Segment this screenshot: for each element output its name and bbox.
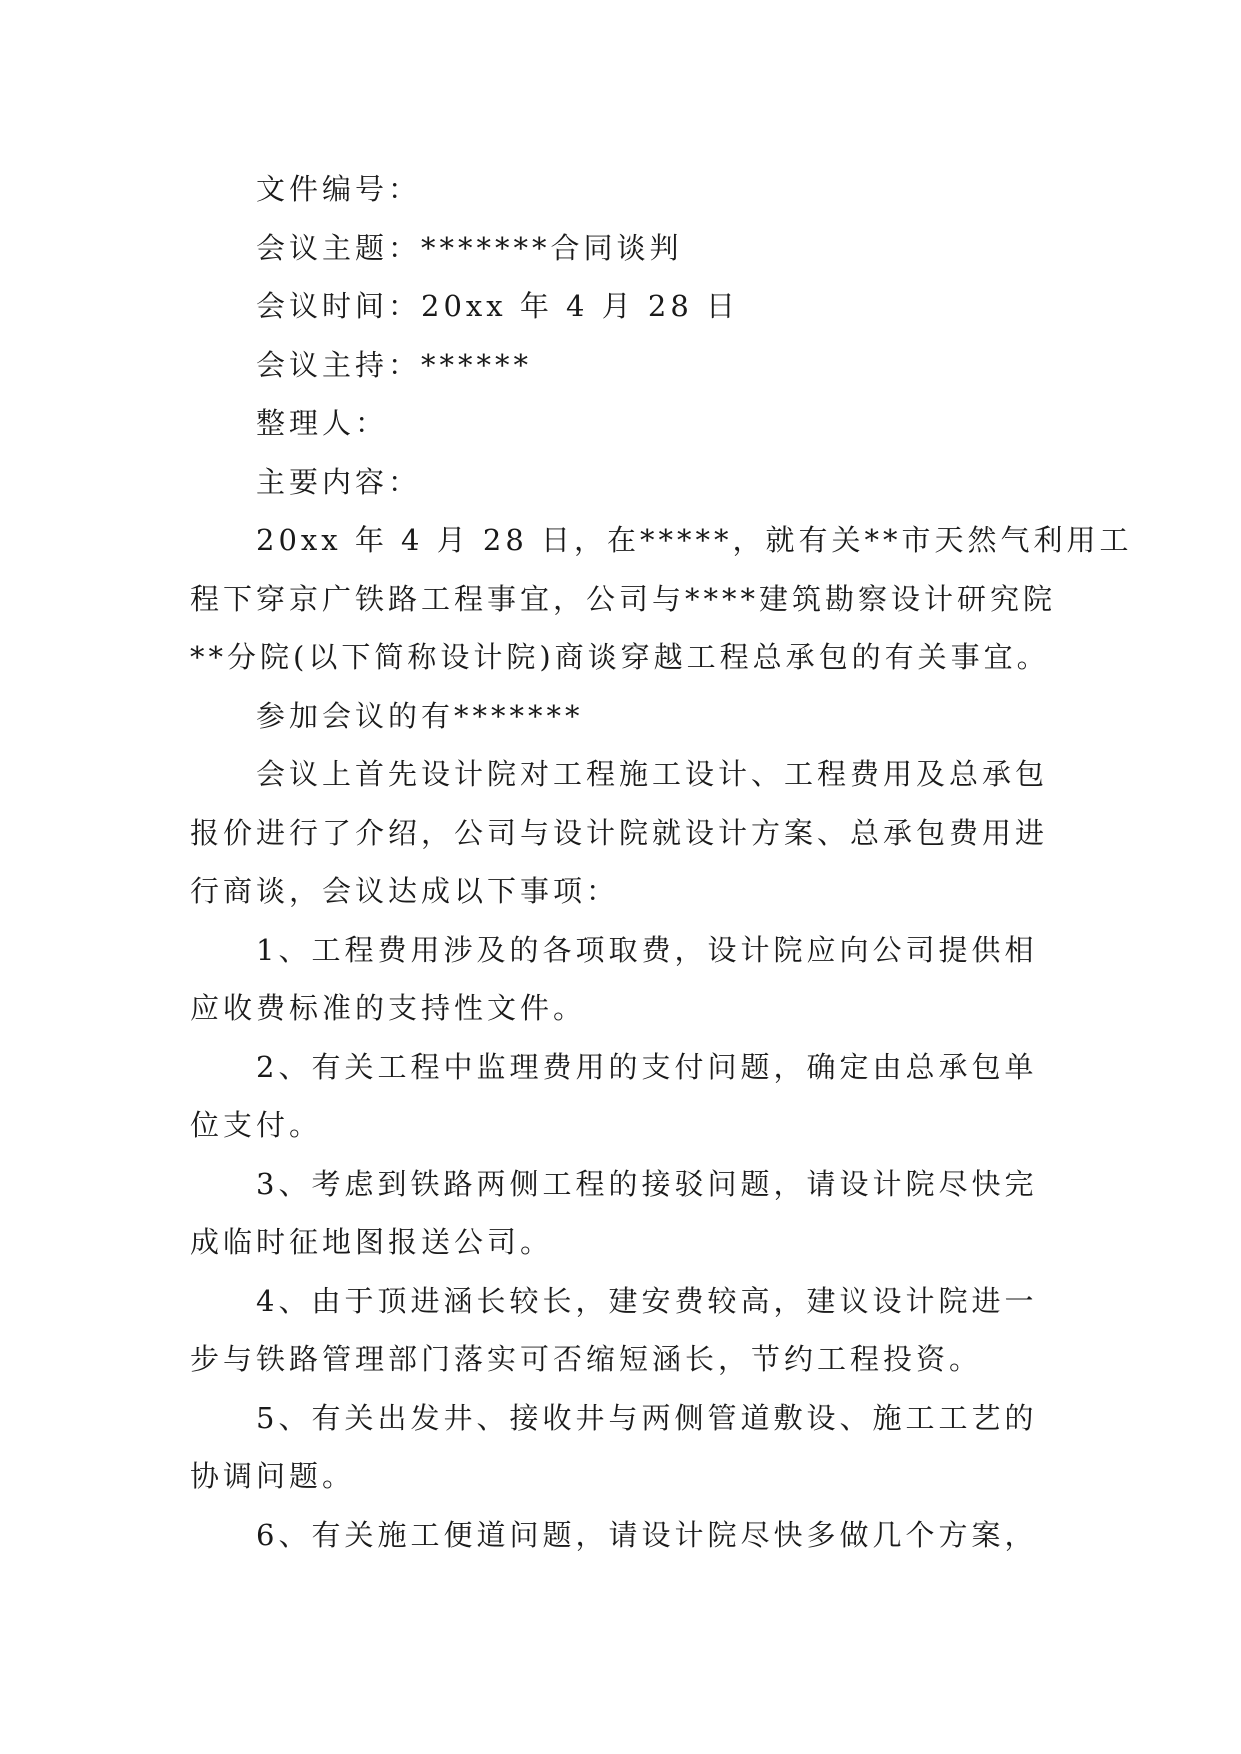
attendees-line: 参加会议的有******* [256,698,584,733]
meeting-host-line: 会议主持：****** [256,347,533,382]
list-item-line: 位支付。 [190,1108,323,1142]
list-item-line: 3、考虑到铁路两侧工程的接驳问题，请设计院尽快完 [256,1166,1038,1201]
list-item-line: 应收费标准的支持性文件。 [190,991,587,1025]
paragraph-line: **分院(以下简称设计院)商谈穿越工程总承包的有关事宜。 [190,640,1050,674]
file-number-line: 文件编号： [256,172,422,206]
document-body [190,160,1133,1564]
list-item-line: 步与铁路管理部门落实可否缩短涵长，节约工程投资。 [190,1342,983,1376]
list-item-line: 1、工程费用涉及的各项取费，设计院应向公司提供相 [256,932,1038,967]
paragraph-line: 会议上首先设计院对工程施工设计、工程费用及总承包 [256,757,1049,791]
paragraph-line: 行商谈，会议达成以下事项： [190,874,620,908]
meeting-time-line: 会议时间：20xx 年 4 月 28 日 [256,289,740,323]
list-item-line: 协调问题。 [190,1459,356,1493]
list-item-line: 5、有关出发井、接收井与两侧管道敷设、施工工艺的 [256,1400,1038,1435]
recorder-line: 整理人： [256,406,389,440]
paragraph-line: 程下穿京广铁路工程事宜，公司与****建筑勘察设计研究院 [190,581,1057,616]
list-item-line: 成临时征地图报送公司。 [190,1225,554,1259]
main-content-label: 主要内容： [256,464,422,499]
paragraph-line: 报价进行了介绍，公司与设计院就设计方案、总承包费用进 [190,815,1049,850]
list-item-line: 4、由于顶进涵长较长，建安费较高，建议设计院进一 [256,1283,1038,1318]
list-item-line: 6、有关施工便道问题，请设计院尽快多做几个方案， [256,1517,1038,1552]
meeting-topic-line: 会议主题：*******合同谈判 [256,230,683,265]
list-item-line: 2、有关工程中监理费用的支付问题，确定由总承包单 [256,1049,1038,1084]
paragraph-line: 20xx 年 4 月 28 日，在*****，就有关**市天然气利用工 [256,523,1133,557]
